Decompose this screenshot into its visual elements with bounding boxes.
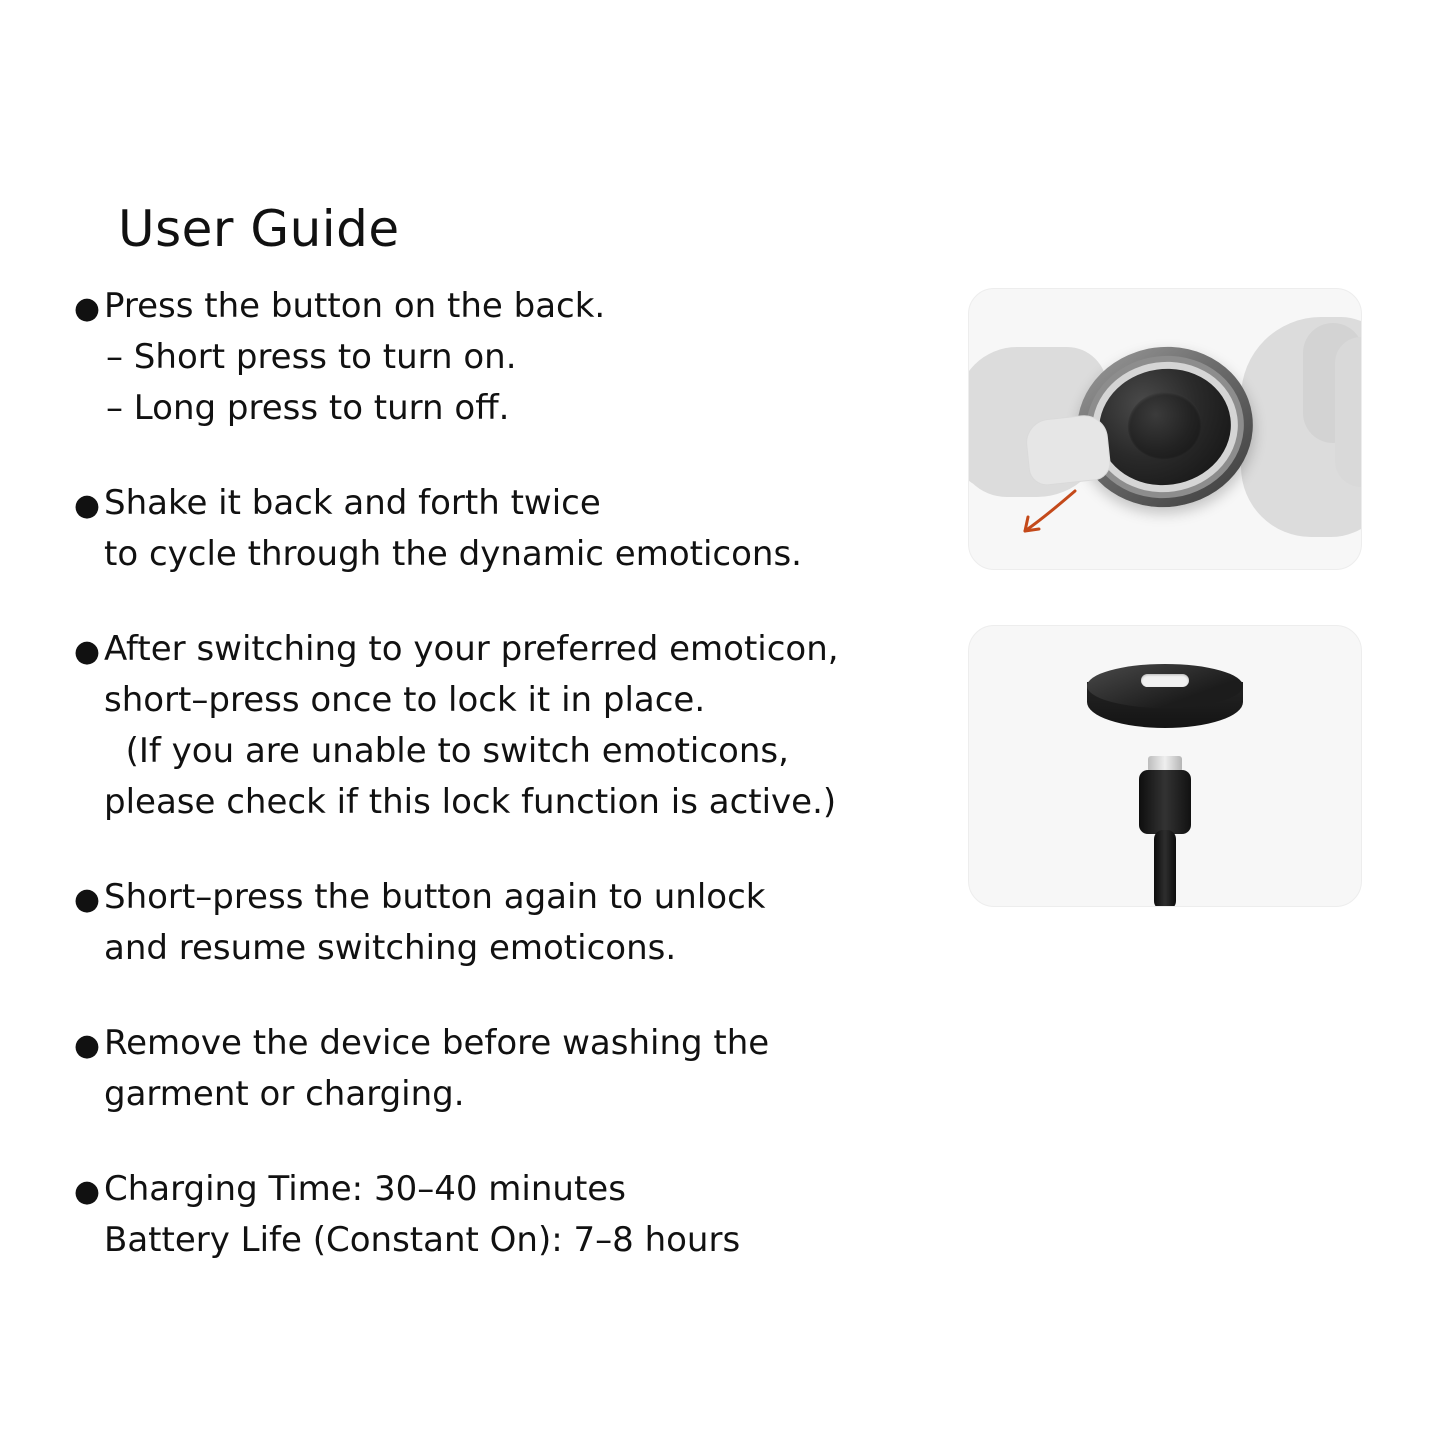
- list-item-text: [104, 478, 950, 580]
- list-item-line: and resume switching emoticons.: [104, 928, 677, 968]
- list-item-line: – Short press to turn on.: [106, 337, 517, 377]
- right-hand-icon: [1241, 317, 1362, 537]
- list-item: [70, 281, 950, 434]
- list-item-line: Press the button on the back.: [104, 286, 606, 326]
- list-item: [70, 478, 950, 580]
- bullet-icon: ●: [73, 291, 101, 326]
- list-item: [70, 624, 950, 828]
- list-item-line: please check if this lock function is active.): [104, 782, 837, 822]
- thumb-shape: [1024, 413, 1112, 487]
- page-title: User Guide: [118, 199, 400, 258]
- charging-illustration: [968, 625, 1362, 907]
- device-face: [1092, 360, 1239, 493]
- list-item-line: Battery Life (Constant On): 7–8 hours: [104, 1220, 741, 1260]
- list-item-text: [104, 1018, 950, 1120]
- list-item: [70, 1164, 950, 1266]
- list-item-text: [104, 281, 950, 434]
- list-item-line: Charging Time: 30–40 minutes: [104, 1169, 626, 1209]
- device-ring-inner: [1084, 352, 1247, 501]
- press-direction-arrow-icon: [1003, 485, 1083, 541]
- bullet-icon: ●: [73, 634, 101, 669]
- device-button-icon: [1124, 387, 1207, 464]
- list-item-line: After switching to your preferred emoticon,: [104, 629, 839, 669]
- list-item-text: [104, 872, 950, 974]
- bullet-icon: ●: [73, 1174, 101, 1209]
- list-item-line: to cycle through the dynamic emoticons.: [104, 534, 802, 574]
- list-item-text: [104, 1164, 950, 1266]
- list-item: [70, 1018, 950, 1120]
- press-button-illustration: [968, 288, 1362, 570]
- usb-c-plug-icon: [1139, 770, 1191, 834]
- bullet-icon: ●: [73, 1028, 101, 1063]
- list-item-line: garment or charging.: [104, 1074, 465, 1114]
- guide-bullet-list: [70, 281, 950, 1310]
- list-item-line: Shake it back and forth twice: [104, 483, 601, 523]
- list-item-line: (If you are unable to switch emoticons,: [104, 731, 789, 771]
- list-item-line: Short–press the button again to unlock: [104, 877, 766, 917]
- list-item: [70, 872, 950, 974]
- bullet-icon: ●: [73, 488, 101, 523]
- finger-shape: [1335, 337, 1362, 487]
- list-item-text: [104, 624, 950, 828]
- list-item-line: – Long press to turn off.: [106, 388, 510, 428]
- list-item-line: short–press once to lock it in place.: [104, 680, 706, 720]
- list-item-line: Remove the device before washing the: [104, 1023, 770, 1063]
- charging-cable-icon: [1154, 830, 1176, 907]
- usb-c-port-icon: [1141, 674, 1189, 687]
- bullet-icon: ●: [73, 882, 101, 917]
